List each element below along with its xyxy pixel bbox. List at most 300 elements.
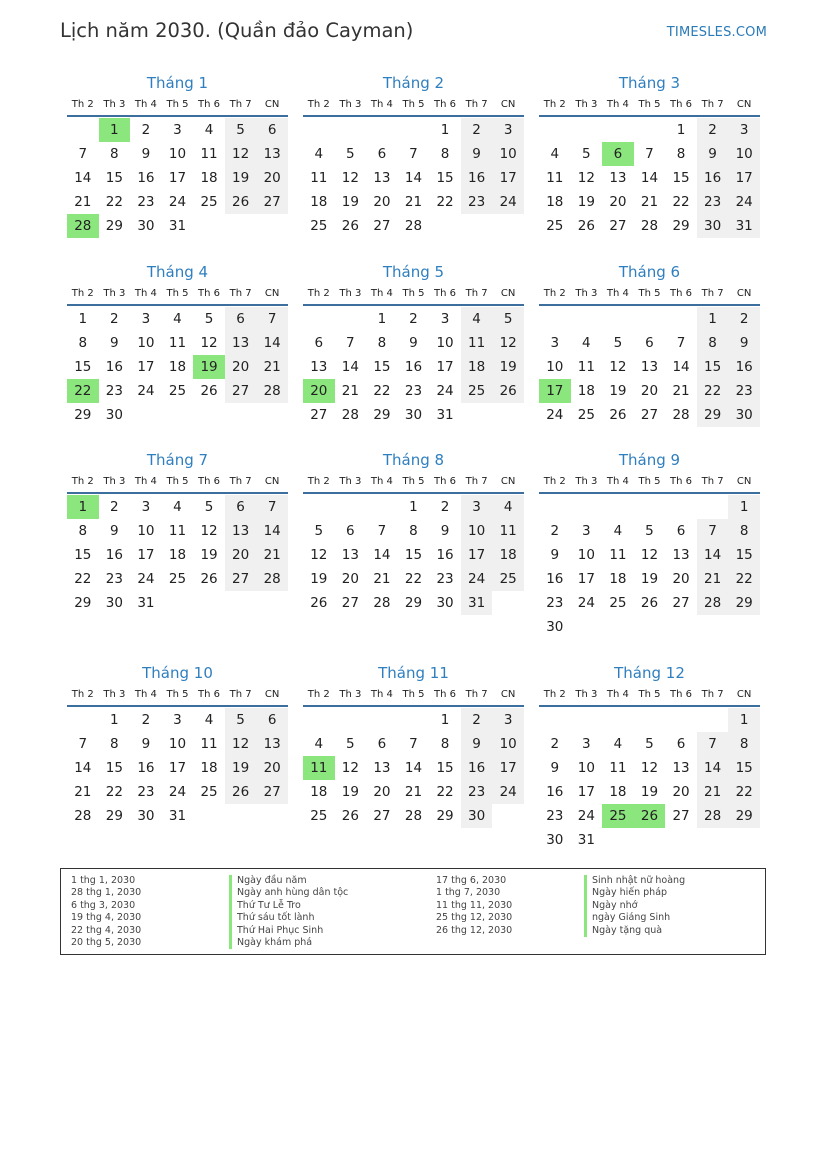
weekday-label: Th 2: [307, 689, 330, 700]
empty-day: [571, 708, 603, 732]
day-cell: 25: [577, 407, 595, 423]
day-cell: 5: [204, 311, 214, 327]
weekday-header: [539, 95, 760, 117]
day-cell: 8: [728, 732, 760, 756]
day-cell: 8: [377, 335, 387, 351]
day-cell: 23: [461, 190, 493, 214]
day-cell: 29: [672, 218, 690, 234]
day-cell: 27: [609, 218, 627, 234]
weekday-label: Th 3: [339, 689, 362, 700]
day-cell: 23: [546, 595, 564, 611]
day-cell: 29: [74, 595, 92, 611]
month-calendar: [303, 73, 524, 238]
day-cell: 24: [168, 194, 187, 210]
day-cell: 18: [200, 760, 218, 776]
weekday-label: CN: [264, 689, 280, 700]
day-cell: 6: [676, 523, 686, 539]
day-cell: 12: [200, 523, 218, 539]
month-calendar: [67, 262, 288, 427]
weekday-label: Th 6: [670, 288, 693, 299]
legend-date: 26 thg 12, 2030: [436, 924, 513, 936]
day-cell: 12: [341, 760, 359, 776]
day-cell: 5: [314, 523, 324, 539]
day-cell: 13: [373, 760, 391, 776]
day-cell: 18: [546, 194, 564, 210]
legend-holiday-name: Thứ Tư Lễ Tro: [229, 900, 348, 912]
day-cell: 5: [582, 146, 591, 162]
legend-dates-right: [436, 875, 512, 937]
day-cell: 10: [168, 146, 187, 162]
day-cell: 20: [225, 543, 257, 567]
weekday-label: Th 6: [670, 476, 693, 487]
day-cell: 13: [341, 547, 359, 563]
empty-day: [539, 708, 571, 732]
day-cell: 26: [341, 218, 359, 234]
day-cell: 12: [577, 170, 595, 186]
empty-day: [539, 495, 571, 519]
day-cell: 6: [676, 736, 686, 752]
day-cell: 9: [440, 523, 450, 539]
day-cell: 30: [137, 808, 155, 824]
day-cell: 15: [105, 170, 123, 186]
legend-dates-left: [71, 875, 141, 949]
day-cell: 8: [409, 523, 418, 539]
holiday-day-cell: 20: [303, 379, 335, 403]
day-cell: 12: [640, 760, 659, 776]
day-cell: 16: [436, 547, 454, 563]
day-cell: 25: [310, 808, 328, 824]
day-grid: [303, 495, 524, 615]
day-cell: 15: [672, 170, 690, 186]
weekday-header: [67, 685, 288, 707]
day-cell: 26: [341, 808, 359, 824]
day-cell: 28: [697, 804, 729, 828]
weekday-label: Th 5: [166, 476, 189, 487]
weekday-label: Th 2: [543, 99, 566, 110]
day-cell: 3: [141, 311, 151, 327]
legend-date: 6 thg 3, 2030: [71, 899, 136, 911]
weekday-label: Th 4: [134, 288, 157, 299]
day-cell: 23: [728, 379, 760, 403]
empty-day: [335, 708, 367, 732]
day-cell: 11: [546, 170, 564, 186]
day-cell: 2: [110, 499, 119, 515]
day-cell: 4: [613, 736, 623, 752]
day-cell: 6: [314, 335, 324, 351]
weekday-label: Th 4: [134, 99, 157, 110]
day-cell: 27: [225, 567, 257, 591]
day-cell: 1: [440, 712, 450, 728]
weekday-label: Th 7: [465, 288, 488, 299]
day-cell: 29: [373, 407, 391, 423]
day-cell: 16: [697, 166, 729, 190]
legend-date: 22 thg 4, 2030: [71, 924, 142, 936]
day-cell: 21: [404, 194, 423, 210]
day-cell: 26: [310, 595, 328, 611]
month-title: Tháng 1: [146, 74, 209, 92]
day-cell: 12: [200, 335, 218, 351]
day-cell: 3: [173, 712, 182, 728]
day-cell: 19: [310, 571, 328, 587]
weekday-label: Th 4: [606, 476, 629, 487]
day-cell: 2: [141, 712, 151, 728]
day-cell: 10: [137, 523, 155, 539]
day-cell: 18: [577, 383, 595, 399]
empty-day: [335, 118, 367, 142]
weekday-label: CN: [264, 99, 280, 110]
empty-day: [539, 118, 571, 142]
legend-date: 20 thg 5, 2030: [71, 936, 142, 948]
day-cell: 24: [436, 383, 454, 399]
day-cell: 22: [436, 784, 454, 800]
day-cell: 7: [409, 736, 418, 752]
empty-day: [602, 708, 634, 732]
day-cell: 19: [640, 784, 659, 800]
day-cell: 11: [168, 523, 187, 539]
day-cell: 12: [492, 331, 524, 355]
day-cell: 28: [640, 218, 659, 234]
weekday-label: Th 5: [402, 689, 425, 700]
day-cell: 27: [672, 808, 690, 824]
day-cell: 31: [461, 591, 493, 615]
month-calendar: [539, 73, 760, 238]
day-cell: 28: [404, 808, 423, 824]
day-cell: 24: [546, 407, 564, 423]
day-cell: 22: [436, 194, 454, 210]
day-cell: 8: [440, 736, 450, 752]
empty-day: [366, 118, 398, 142]
day-grid: [67, 118, 288, 238]
day-cell: 3: [492, 708, 524, 732]
empty-day: [634, 118, 666, 142]
empty-day: [634, 708, 666, 732]
weekday-label: Th 2: [71, 288, 94, 299]
legend-date: 28 thg 1, 2030: [71, 887, 142, 899]
day-cell: 30: [404, 407, 423, 423]
month-calendar: [67, 450, 288, 615]
day-cell: 3: [582, 736, 591, 752]
legend-holiday-name: Ngày khám phá: [229, 937, 348, 949]
weekday-label: Th 7: [701, 689, 724, 700]
day-cell: 21: [697, 780, 729, 804]
day-cell: 2: [461, 118, 493, 142]
empty-day: [697, 708, 729, 732]
day-cell: 5: [492, 307, 524, 331]
day-cell: 1: [110, 712, 119, 728]
day-cell: 23: [461, 780, 493, 804]
day-cell: 27: [640, 407, 659, 423]
day-cell: 30: [728, 403, 760, 427]
weekday-label: Th 5: [402, 99, 425, 110]
day-cell: 29: [436, 808, 454, 824]
weekday-label: Th 7: [701, 476, 724, 487]
day-cell: 23: [404, 383, 423, 399]
day-cell: 24: [492, 780, 524, 804]
day-cell: 19: [577, 194, 595, 210]
day-cell: 8: [697, 331, 729, 355]
holiday-day-cell: 11: [303, 756, 335, 780]
holiday-day-cell: 17: [539, 379, 571, 403]
weekday-label: CN: [264, 288, 280, 299]
day-cell: 6: [225, 495, 257, 519]
day-cell: 24: [137, 383, 155, 399]
day-cell: 27: [310, 407, 328, 423]
day-cell: 16: [105, 547, 123, 563]
day-cell: 26: [200, 383, 218, 399]
weekday-header: [303, 685, 524, 707]
day-cell: 20: [225, 355, 257, 379]
empty-day: [602, 495, 634, 519]
day-cell: 4: [582, 335, 591, 351]
weekday-label: Th 2: [543, 476, 566, 487]
day-cell: 13: [672, 547, 690, 563]
day-cell: 3: [173, 122, 182, 138]
weekday-label: CN: [736, 288, 752, 299]
day-cell: 18: [461, 355, 493, 379]
day-cell: 10: [492, 142, 524, 166]
day-cell: 26: [492, 379, 524, 403]
weekday-label: Th 7: [465, 689, 488, 700]
day-cell: 1: [409, 499, 418, 515]
day-cell: 27: [256, 780, 288, 804]
weekday-label: Th 7: [229, 99, 252, 110]
empty-day: [665, 708, 697, 732]
day-cell: 30: [105, 407, 123, 423]
day-grid: [303, 307, 524, 427]
day-cell: 13: [672, 760, 690, 776]
day-cell: 20: [609, 194, 627, 210]
weekday-label: Th 3: [103, 99, 126, 110]
day-cell: 3: [492, 118, 524, 142]
day-cell: 20: [672, 571, 690, 587]
day-cell: 7: [256, 495, 288, 519]
day-cell: 5: [346, 146, 355, 162]
weekday-header: [539, 284, 760, 306]
day-cell: 18: [310, 784, 328, 800]
day-cell: 28: [256, 567, 288, 591]
day-cell: 5: [645, 523, 654, 539]
day-cell: 15: [728, 756, 760, 780]
day-cell: 15: [74, 547, 92, 563]
day-cell: 10: [168, 736, 187, 752]
weekday-label: Th 3: [575, 689, 598, 700]
day-cell: 25: [168, 383, 187, 399]
weekday-label: CN: [736, 99, 752, 110]
day-cell: 31: [577, 832, 595, 848]
day-cell: 2: [728, 307, 760, 331]
day-cell: 14: [697, 756, 729, 780]
day-cell: 17: [137, 547, 155, 563]
day-cell: 16: [137, 170, 155, 186]
day-cell: 5: [645, 736, 654, 752]
weekday-label: Th 5: [402, 476, 425, 487]
day-cell: 1: [440, 122, 450, 138]
day-cell: 16: [404, 359, 423, 375]
day-cell: 9: [461, 732, 493, 756]
month-calendar: [67, 73, 288, 238]
day-cell: 12: [225, 142, 257, 166]
day-cell: 22: [105, 194, 123, 210]
day-cell: 14: [341, 359, 359, 375]
day-cell: 4: [613, 523, 623, 539]
month-calendar: [539, 262, 760, 427]
day-cell: 17: [168, 170, 187, 186]
day-cell: 19: [200, 547, 218, 563]
weekday-label: CN: [264, 476, 280, 487]
day-cell: 17: [168, 760, 187, 776]
weekday-label: Th 6: [434, 476, 457, 487]
day-cell: 24: [461, 567, 493, 591]
empty-day: [303, 118, 335, 142]
weekday-header: [67, 284, 288, 306]
day-cell: 21: [74, 194, 92, 210]
day-cell: 29: [105, 808, 123, 824]
day-cell: 25: [492, 567, 524, 591]
weekday-label: Th 7: [229, 689, 252, 700]
day-cell: 9: [550, 760, 560, 776]
month-title: Tháng 5: [382, 263, 445, 281]
weekday-label: CN: [500, 476, 516, 487]
holiday-day-cell: 26: [634, 804, 666, 828]
weekday-label: CN: [500, 689, 516, 700]
day-cell: 14: [74, 760, 92, 776]
day-cell: 30: [105, 595, 123, 611]
day-cell: 24: [137, 571, 155, 587]
day-cell: 18: [168, 359, 187, 375]
legend-date: 17 thg 6, 2030: [436, 875, 507, 886]
weekday-label: Th 2: [543, 689, 566, 700]
day-cell: 17: [461, 543, 493, 567]
weekday-label: Th 5: [638, 476, 661, 487]
day-cell: 14: [640, 170, 659, 186]
weekday-label: CN: [736, 689, 752, 700]
day-cell: 7: [676, 335, 686, 351]
day-cell: 9: [461, 142, 493, 166]
weekday-label: Th 6: [198, 288, 221, 299]
day-grid: [539, 307, 760, 427]
day-cell: 9: [141, 736, 151, 752]
day-cell: 29: [728, 591, 760, 615]
month-calendar: [67, 663, 288, 828]
day-cell: 17: [492, 756, 524, 780]
day-cell: 3: [141, 499, 151, 515]
day-cell: 14: [404, 170, 423, 186]
day-cell: 14: [256, 331, 288, 355]
day-cell: 30: [546, 832, 564, 848]
month-title: Tháng 2: [382, 74, 445, 92]
day-cell: 9: [409, 335, 418, 351]
month-calendar: [303, 663, 524, 828]
weekday-label: Th 3: [103, 689, 126, 700]
day-cell: 12: [609, 359, 627, 375]
month-title: Tháng 7: [146, 451, 209, 469]
legend-names-right: [584, 875, 685, 937]
day-cell: 23: [436, 571, 454, 587]
day-cell: 24: [492, 190, 524, 214]
day-cell: 21: [697, 567, 729, 591]
day-cell: 31: [168, 218, 187, 234]
day-cell: 16: [461, 756, 493, 780]
day-cell: 25: [461, 379, 493, 403]
month-calendar: [303, 450, 524, 615]
day-cell: 25: [200, 194, 218, 210]
empty-day: [303, 708, 335, 732]
empty-day: [634, 307, 666, 331]
day-cell: 3: [550, 335, 560, 351]
day-cell: 10: [577, 547, 595, 563]
day-cell: 13: [225, 331, 257, 355]
day-cell: 6: [377, 146, 387, 162]
day-cell: 17: [436, 359, 454, 375]
empty-day: [366, 708, 398, 732]
day-cell: 8: [440, 146, 450, 162]
day-cell: 29: [728, 804, 760, 828]
brand-link[interactable]: TIMESLES.COM: [666, 25, 767, 40]
weekday-label: Th 5: [166, 99, 189, 110]
day-cell: 1: [676, 122, 686, 138]
day-cell: 30: [436, 595, 454, 611]
empty-day: [366, 495, 398, 519]
holiday-day-cell: 22: [67, 379, 99, 403]
day-cell: 19: [609, 383, 627, 399]
day-cell: 26: [200, 571, 218, 587]
day-grid: [539, 708, 760, 852]
day-cell: 26: [225, 780, 257, 804]
day-cell: 28: [672, 407, 690, 423]
day-cell: 16: [546, 784, 564, 800]
weekday-label: Th 5: [638, 99, 661, 110]
day-cell: 22: [373, 383, 391, 399]
empty-day: [571, 495, 603, 519]
day-cell: 11: [609, 760, 627, 776]
day-cell: 24: [168, 784, 187, 800]
day-grid: [303, 708, 524, 828]
day-cell: 19: [225, 756, 257, 780]
empty-day: [67, 708, 99, 732]
weekday-header: [303, 472, 524, 494]
day-cell: 26: [640, 595, 659, 611]
day-cell: 15: [105, 760, 123, 776]
day-cell: 8: [676, 146, 686, 162]
day-cell: 2: [110, 311, 119, 327]
legend-holiday-name: Ngày nhớ: [584, 900, 685, 912]
day-cell: 16: [728, 355, 760, 379]
weekday-header: [67, 472, 288, 494]
weekday-label: Th 5: [638, 689, 661, 700]
day-cell: 19: [341, 784, 359, 800]
holiday-day-cell: 25: [602, 804, 634, 828]
weekday-label: Th 6: [670, 99, 693, 110]
empty-day: [602, 307, 634, 331]
weekday-label: Th 7: [701, 99, 724, 110]
weekday-header: [539, 472, 760, 494]
empty-day: [335, 495, 367, 519]
day-cell: 7: [346, 335, 355, 351]
day-cell: 15: [436, 760, 454, 776]
day-cell: 27: [672, 595, 690, 611]
day-cell: 29: [697, 403, 729, 427]
day-cell: 12: [310, 547, 328, 563]
day-cell: 18: [609, 784, 627, 800]
empty-day: [398, 708, 430, 732]
weekday-label: Th 3: [575, 288, 598, 299]
day-cell: 4: [204, 122, 214, 138]
day-grid: [303, 118, 524, 238]
day-cell: 12: [225, 732, 257, 756]
day-cell: 6: [225, 307, 257, 331]
day-cell: 20: [373, 194, 391, 210]
day-cell: 16: [137, 760, 155, 776]
